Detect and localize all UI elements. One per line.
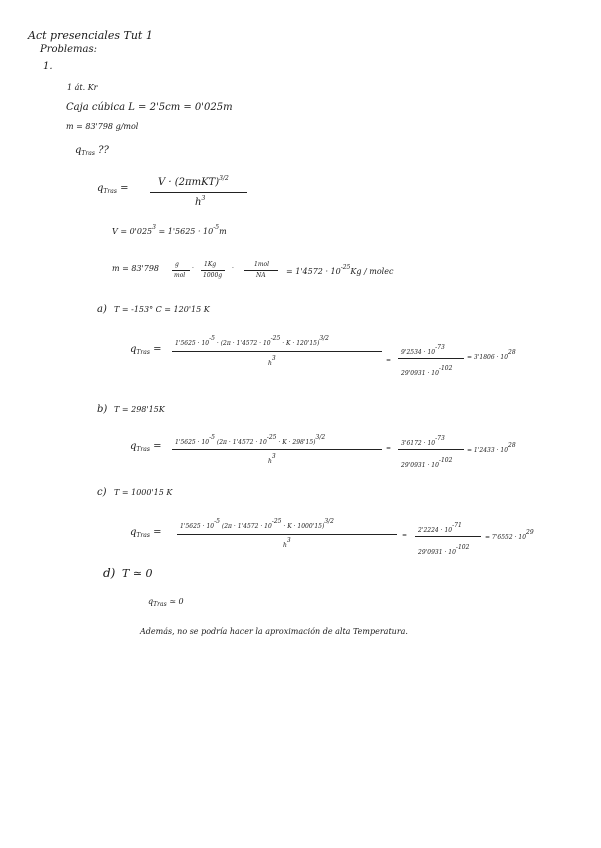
volume-text2: = 1'5625 · 10 (158, 227, 214, 236)
part-b-num: 1'5625 · 10 (175, 439, 210, 446)
part-c-numerator (180, 519, 334, 530)
part-b-q-sub: Tras (136, 446, 150, 453)
part-b-r-den: 29'0931 · 10 (401, 462, 439, 469)
part-b-result-exp: 28 (508, 442, 516, 449)
part-a-denominator (268, 356, 276, 367)
part-a-numerator (175, 336, 329, 347)
part-b-condition: T = 298'15K (114, 405, 165, 414)
part-a-den: h (268, 360, 272, 367)
part-b-r-numerator (401, 436, 445, 447)
part-a-r-bar (398, 358, 464, 359)
part-a-fraction-bar (172, 351, 382, 352)
part-c-r-num: 2'2224 · 10 (418, 527, 453, 534)
question-sub: Tras (81, 150, 95, 157)
mass-conv-result (286, 265, 393, 276)
mass-conv-f1-num: g (175, 261, 179, 268)
volume-unit: m (219, 227, 227, 236)
part-b-r-bar (398, 449, 464, 450)
part-a-r-den-exp: -102 (438, 365, 453, 372)
part-a-label: a) (97, 304, 107, 315)
part-a-num-tail: · K · 120'15) (282, 340, 320, 347)
part-a-r-num: 9'2534 · 10 (401, 349, 436, 356)
part-b-label: b) (97, 404, 108, 415)
part-c-den: h (283, 542, 287, 549)
part-a-r-numerator (401, 345, 445, 356)
volume-line (112, 225, 227, 236)
part-c-eq: = (402, 532, 408, 539)
part-c-result (485, 530, 534, 541)
part-a-result-exp: 28 (508, 349, 516, 356)
problem-number: 1. (43, 61, 53, 72)
part-b-num-exp: -5 (209, 434, 215, 441)
volume-exp1: 3 (152, 224, 156, 231)
part-c-r-denominator (418, 545, 469, 556)
part-c-result-exp: 29 (526, 529, 534, 536)
question-mark: ?? (98, 145, 109, 156)
mass-conv-result-exp: -25 (340, 264, 351, 271)
part-a-result-main: = 3'1806 · 10 (467, 354, 509, 361)
formula-num-main: V · (2πmKT) (158, 177, 220, 188)
question-line (75, 146, 109, 157)
given-mass: m = 83'798 g/mol (66, 122, 139, 131)
mass-conv-f1-den: mol (174, 272, 186, 279)
part-b-result-main: = 1'2433 · 10 (467, 447, 509, 454)
part-b-den-exp: 3 (271, 453, 276, 460)
part-c-num-tail: · K · 1000'15) (283, 523, 325, 530)
part-b-r-denominator (401, 458, 452, 469)
part-c-r-den-exp: -102 (455, 544, 470, 551)
mass-conv-f2-bar (201, 270, 225, 271)
part-b-r-den-exp: -102 (438, 457, 453, 464)
question-q: q (75, 145, 82, 156)
part-c-r-bar (415, 536, 481, 537)
formula-q: q (97, 183, 104, 194)
part-a-den-exp: 3 (271, 355, 276, 362)
part-c-result-main: = 7'6552 · 10 (485, 534, 527, 541)
part-c-num-tail-exp: 3/2 (324, 518, 334, 525)
part-a-result (467, 350, 516, 361)
part-b-numerator (175, 435, 325, 446)
page-title: Act presenciales Tut 1 (28, 29, 153, 42)
part-d-q: q (148, 597, 154, 606)
formula-den-main: h (195, 197, 202, 208)
part-b-lhs: $q_{Tras}$ = (130, 441, 162, 453)
mass-conv-result-main: = 1'4572 · 10 (286, 267, 341, 276)
part-b-fraction-bar (172, 449, 382, 450)
formula-den-exp: 3 (201, 195, 206, 202)
mass-conv-dot1: · (192, 265, 194, 272)
part-c-denominator (283, 538, 291, 549)
part-b-num-tail: · K · 298'15) (278, 439, 316, 446)
part-d-q-sub: Tras (153, 601, 167, 608)
part-c-den-exp: 3 (286, 537, 291, 544)
part-a-num-exp: -5 (209, 335, 215, 342)
formula-numerator (158, 176, 229, 188)
part-d-note: Además, no se podría hacer la aproximación de alta Temperatura. (140, 627, 408, 636)
part-a-lhs: $q_{Tras}$ = (130, 344, 162, 356)
section-heading: Problemas: (40, 44, 97, 55)
part-a-eq: = (386, 357, 392, 364)
part-c-r-numerator (418, 523, 462, 534)
volume-text: V = 0'025 (112, 227, 153, 236)
part-d-result (148, 598, 184, 608)
mass-conv-prefix: m = 83'798 (112, 264, 160, 273)
part-d-condition: T ≃ 0 (122, 567, 153, 580)
mass-conv-f3-bar (244, 270, 278, 271)
part-b-num-rest: (2π · 1'4572 · 10 (216, 439, 267, 446)
part-b-den: h (268, 458, 272, 465)
mass-conv-f3-den: NA (256, 272, 266, 279)
part-c-num-exp: -5 (214, 518, 220, 525)
formula-num-exp: 3/2 (219, 175, 229, 182)
mass-conv-f2-num: 1Kg (204, 261, 217, 268)
mass-conv-f1-bar (172, 270, 190, 271)
mass-conv-result-unit: Kg / molec (350, 267, 394, 276)
part-d-approx: ≃ 0 (169, 597, 184, 606)
part-a-r-denominator (401, 366, 452, 377)
volume-exp2: -5 (213, 224, 220, 231)
part-c-r-num-exp: -71 (452, 522, 462, 529)
part-c-r-den: 29'0931 · 10 (418, 549, 456, 556)
part-c-num-rest: (2π · 1'4572 · 10 (221, 523, 272, 530)
part-a-num-rest-exp: -25 (270, 335, 281, 342)
formula-q-sub: Tras (103, 188, 117, 195)
mass-conv-f2-den: 1000g (203, 272, 223, 279)
formula-lhs (97, 184, 129, 195)
mass-conv-f3-num: 1mol (254, 261, 270, 268)
part-c-num: 1'5625 · 10 (180, 523, 215, 530)
part-b-r-num-exp: -73 (435, 435, 445, 442)
formula-eq: = (120, 183, 129, 194)
part-b-r-num: 3'6172 · 10 (401, 440, 436, 447)
part-a-num-rest: · (2π · 1'4572 · 10 (216, 340, 271, 347)
part-b-num-tail-exp: 3/2 (315, 434, 326, 441)
part-c-q: q (130, 527, 137, 538)
part-a-condition: T = -153° C = 120'15 K (114, 305, 210, 314)
part-c-fraction-bar (177, 534, 397, 535)
part-b-denominator (268, 454, 276, 465)
part-c-condition: T = 1000'15 K (114, 488, 173, 497)
part-b-q: q (130, 441, 137, 452)
part-b-result (467, 443, 516, 454)
part-b-eq: = (386, 445, 392, 452)
part-a-num-tail-exp: 3/2 (319, 335, 329, 342)
part-c-lhs: $q_{Tras}$ = (130, 527, 162, 539)
part-c-q-sub: Tras (136, 532, 150, 539)
part-a-r-den: 29'0931 · 10 (401, 370, 439, 377)
formula-fraction-bar (150, 192, 247, 193)
part-a-q-sub: Tras (136, 349, 150, 356)
part-c-label: c) (97, 487, 107, 498)
part-a-num: 1'5625 · 10 (175, 340, 210, 347)
part-c-num-rest-exp: -25 (271, 518, 282, 525)
given-box: Caja cúbica L = 2'5cm = 0'025m (66, 102, 233, 113)
given-atom: 1 át. Kr (67, 83, 98, 92)
formula-denominator (195, 196, 205, 208)
part-b-num-rest-exp: -25 (266, 434, 277, 441)
mass-conv-dot2: · (232, 265, 234, 272)
part-a-q: q (130, 344, 137, 355)
part-a-r-num-exp: -73 (435, 344, 445, 351)
part-d-label: d) (103, 566, 116, 580)
